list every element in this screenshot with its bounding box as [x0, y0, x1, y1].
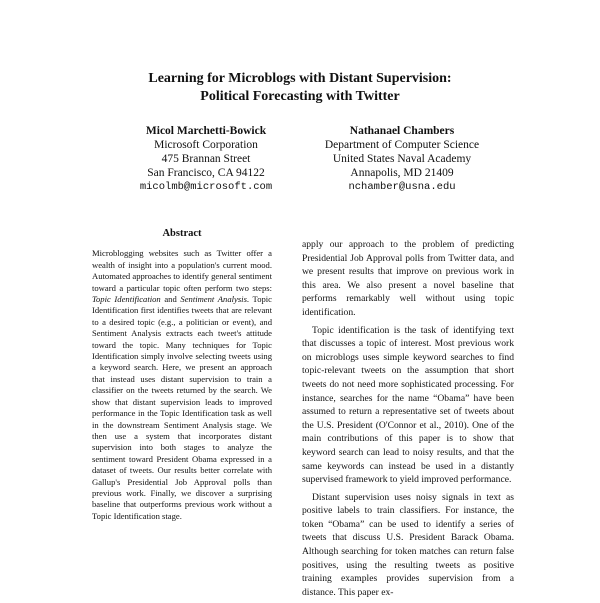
abstract-text-part: and [160, 294, 181, 305]
author-email: micolmb@microsoft.com [139, 181, 273, 193]
body-paragraph-2: Topic identification is the task of identifying text that discusses a topic of interest. Most previous work on microblogs uses simple keyword searches to find topic-relevant tweets on the assumption that short tweets do not need more sophisticated processing. For instance, searches for the name “Obama” have been assumed to return a representative set of tweets about the U.S. President (O'Connor et al., 2010). One of the main contributions of this paper is to show that keyword search can lead to noisy results, and that the same keywords can instead be used in a distantly supervised framework to yield improved performance. [302, 324, 514, 486]
abstract-column [92, 228, 272, 526]
author-name: Nathanael Chambers [349, 125, 455, 137]
abstract-term-sentiment-analysis: Sentiment Analysis [180, 294, 247, 305]
author-address-line: 475 Brannan Street [161, 153, 251, 165]
title-line-1: Learning for Microblogs with Distant Supervision: [148, 71, 452, 86]
author-name: Micol Marchetti-Bowick [145, 125, 267, 137]
body-column [302, 238, 514, 603]
body-paragraph-1: apply our approach to the problem of predicting Presidential Job Approval polls from Twitter data, and we present results that improve on previous work in this area. We also present a novel baseline that performs remarkably well without using topic identification. [302, 239, 514, 318]
author-address-line: Annapolis, MD 21409 [350, 167, 454, 179]
author-1 [96, 124, 316, 194]
paper-title [0, 70, 600, 106]
author-address-line: San Francisco, CA 94122 [147, 167, 265, 179]
abstract-heading: Abstract [162, 228, 202, 239]
author-affiliation: Microsoft Corporation [154, 139, 258, 151]
abstract-text-part: . Topic Identification first identifies tweets that are relevant to a desired topic (e.g., a politician or event), and Sentiment Analysis extracts each tweet's attitude toward the topic. Many techniques for Topic Identification simply involve selecting tweets using a keyword search. Here, we present an approach that instead uses distant supervision to train a classifier on the tweets returned by the search. We show that distant supervision leads to improved performance in the Topic Identification task as well in the downstream Sentiment Analysis stage. We then use a system that incorporates distant supervision into both stages to analyze the sentiment toward President Obama expressed in a dataset of tweets. Our results better correlate with Gallup's Presidential Job Approval polls than previous work. Finally, we discover a surprising baseline that outperforms previous work without a Topic Identification stage. [92, 294, 272, 521]
author-2 [292, 124, 512, 194]
author-email: nchamber@usna.edu [348, 181, 456, 193]
abstract-text-part: Microblogging websites such as Twitter offer a wealth of insight into a population's current mood. Automated approaches to identify general sentiment toward a particular topic often perform two steps: [92, 248, 272, 293]
author-address-line: United States Naval Academy [332, 153, 472, 165]
author-affiliation: Department of Computer Science [324, 139, 480, 151]
title-line-2: Political Forecasting with Twitter [200, 89, 400, 104]
abstract-term-topic-identification: Topic Identification [92, 294, 161, 305]
abstract-text [92, 248, 272, 522]
body-paragraph-3: Distant supervision uses noisy signals in text as positive labels to train classifiers. For instance, the token “Obama” can be used to identify a series of tweets that discuss U.S. President Barack Obama. Although searching for token matches can return false positives, using the resulting tweets as positive training examples provides supervision from a distance. This paper ex- [302, 491, 514, 598]
